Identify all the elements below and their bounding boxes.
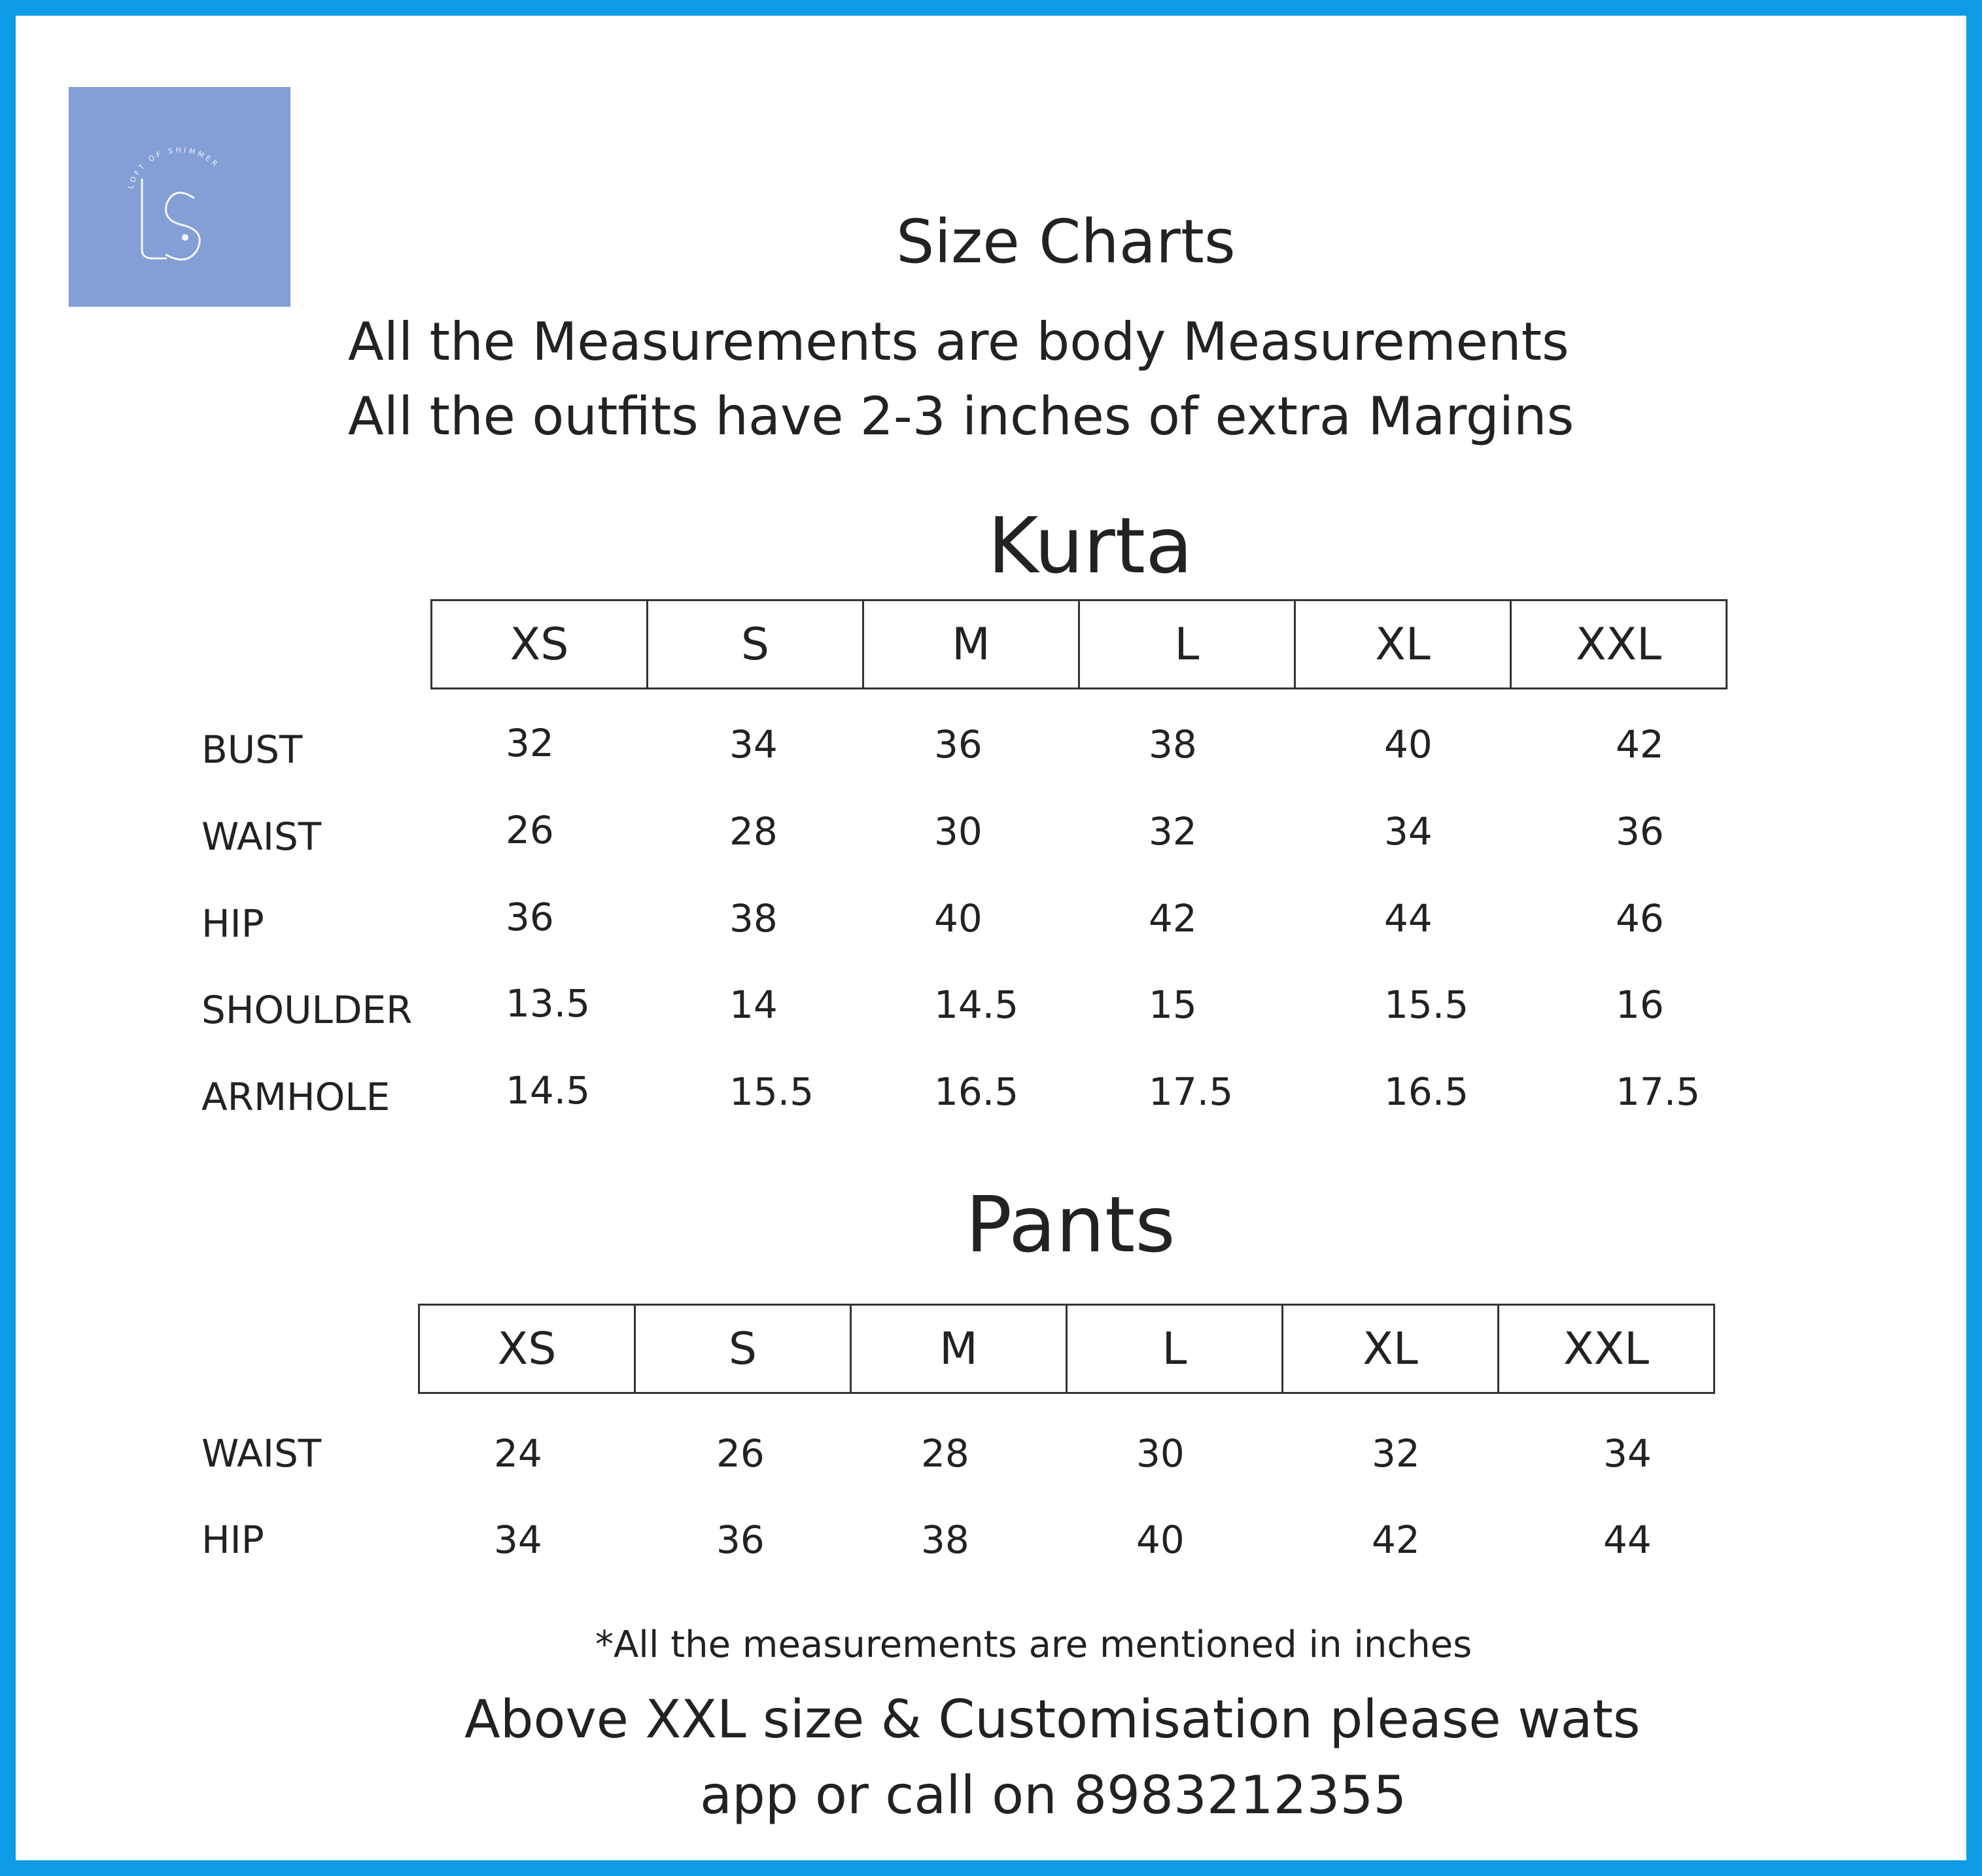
page-title: Size Charts (896, 207, 1236, 277)
pants-cell: 44 (1603, 1518, 1652, 1562)
pants-section-title: Pants (965, 1179, 1175, 1270)
kurta-size-header (430, 599, 1728, 689)
kurta-size-xxl: XXL (1511, 600, 1727, 689)
kurta-size-m: M (863, 600, 1079, 689)
kurta-row-label: HIP (201, 901, 264, 946)
kurta-section-title: Kurta (988, 500, 1193, 591)
svg-text:LOFT OF SHIMMER (126, 146, 221, 190)
kurta-cell: 32 (506, 721, 554, 765)
kurta-cell: 15 (1149, 982, 1197, 1027)
pants-cell: 28 (921, 1431, 969, 1476)
pants-size-s: S (635, 1305, 851, 1393)
kurta-cell: 36 (1616, 809, 1664, 854)
kurta-row-label: SHOULDER (201, 988, 413, 1032)
kurta-cell: 14 (729, 982, 778, 1027)
brand-logo (69, 87, 290, 307)
kurta-cell: 15.5 (729, 1069, 814, 1114)
kurta-cell: 28 (729, 809, 778, 854)
kurta-cell: 13.5 (506, 981, 591, 1026)
logo-brand-text: LOFT OF SHIMMER (126, 145, 221, 190)
kurta-cell: 17.5 (1149, 1069, 1234, 1114)
pants-cell: 32 (1372, 1431, 1420, 1476)
kurta-cell: 46 (1616, 896, 1664, 941)
kurta-cell: 26 (506, 808, 554, 852)
pants-size-header (418, 1304, 1715, 1394)
pants-size-l: L (1067, 1305, 1283, 1393)
logo-monogram-icon (69, 87, 290, 307)
kurta-cell: 16 (1616, 982, 1664, 1027)
pants-cell: 24 (494, 1431, 542, 1476)
kurta-cell: 14.5 (934, 982, 1019, 1027)
kurta-cell: 42 (1616, 722, 1664, 767)
kurta-row-label: ARMHOLE (201, 1075, 391, 1119)
pants-size-xs: XS (419, 1305, 635, 1393)
pants-cell: 42 (1372, 1518, 1420, 1562)
kurta-size-xs: XS (432, 600, 648, 689)
pants-cell: 26 (716, 1431, 765, 1476)
kurta-cell: 34 (1384, 809, 1433, 854)
pants-cell: 36 (716, 1518, 765, 1562)
kurta-cell: 36 (506, 895, 554, 939)
pants-row-label: HIP (201, 1518, 264, 1562)
pants-size-m: M (851, 1305, 1067, 1393)
subtitle-line-2: All the outfits have 2-3 inches of extra Margins (348, 386, 1574, 447)
pants-cell: 34 (494, 1518, 542, 1562)
kurta-cell: 14.5 (506, 1068, 591, 1113)
kurta-cell: 32 (1149, 809, 1197, 854)
units-note: *All the measurements are mentioned in inches (595, 1624, 1472, 1666)
kurta-cell: 15.5 (1384, 982, 1469, 1027)
pants-cell: 40 (1136, 1518, 1185, 1562)
kurta-row-label: WAIST (201, 814, 322, 859)
subtitle-line-1: All the Measurements are body Measurements (348, 311, 1569, 372)
kurta-cell: 16.5 (934, 1069, 1019, 1114)
kurta-cell: 16.5 (1384, 1069, 1469, 1114)
kurta-cell: 40 (934, 896, 982, 941)
kurta-size-xl: XL (1295, 600, 1511, 689)
kurta-cell: 17.5 (1616, 1069, 1701, 1114)
kurta-cell: 38 (1149, 722, 1197, 767)
kurta-row-label: BUST (201, 727, 303, 772)
kurta-cell: 44 (1384, 896, 1433, 941)
contact-line-2: app or call on 8983212355 (700, 1765, 1407, 1826)
kurta-size-s: S (648, 600, 863, 689)
kurta-cell: 38 (729, 896, 778, 941)
kurta-cell: 30 (934, 809, 982, 854)
kurta-cell: 36 (934, 722, 982, 767)
contact-line-1: Above XXL size & Customisation please wats (464, 1689, 1641, 1750)
pants-size-xl: XL (1283, 1305, 1499, 1393)
pants-cell: 30 (1136, 1431, 1185, 1476)
kurta-cell: 40 (1384, 722, 1433, 767)
kurta-size-l: L (1079, 600, 1295, 689)
pants-size-xxl: XXL (1499, 1305, 1714, 1393)
kurta-cell: 34 (729, 722, 778, 767)
pants-row-label: WAIST (201, 1431, 322, 1476)
kurta-cell: 42 (1149, 896, 1197, 941)
pants-cell: 38 (921, 1518, 969, 1562)
pants-cell: 34 (1603, 1431, 1652, 1476)
